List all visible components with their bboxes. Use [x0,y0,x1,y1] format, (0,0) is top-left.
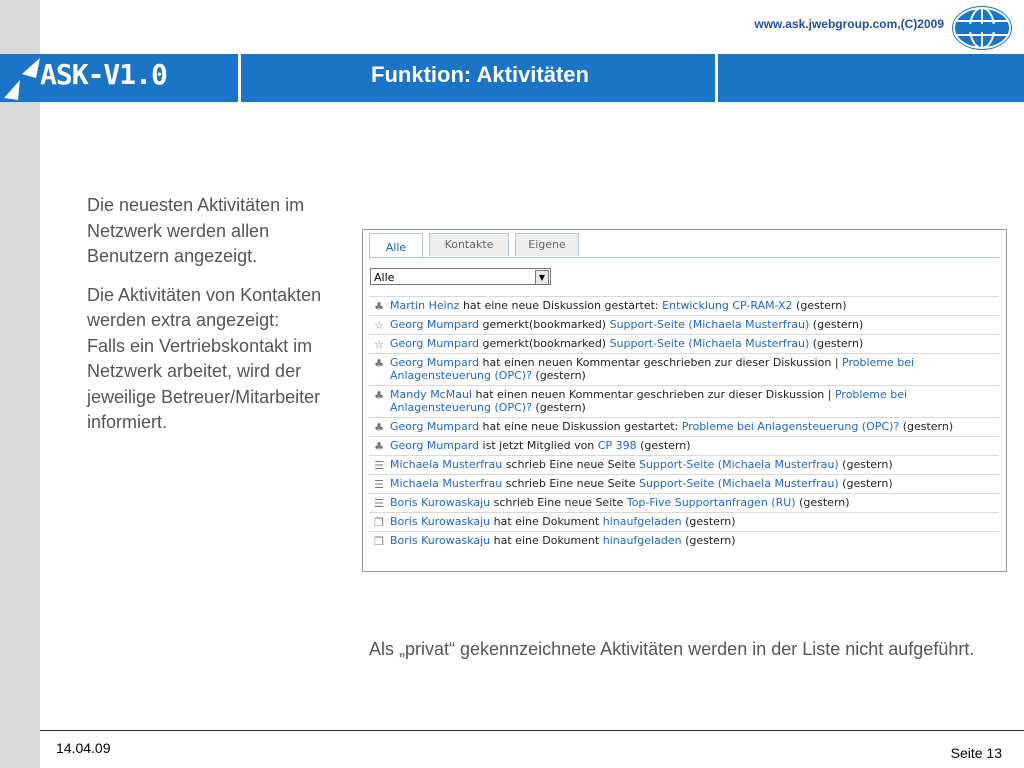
chevron-down-icon[interactable]: ▼ [535,270,549,285]
activity-target-link[interactable]: Support-Seite (Michaela Musterfrau) [609,318,810,331]
activity-action: schrieb Eine neue Seite [505,458,636,471]
left-sidebar-strip [0,0,40,768]
activity-action: hat einen neuen Kommentar geschrieben zur dieser Diskussion | [475,388,832,401]
activity-time: (gestern) [685,515,736,528]
globe-logo-icon [950,4,1014,52]
activity-user-link[interactable]: Boris Kurowaskaju [390,534,491,547]
activity-action: hat eine neue Diskussion gestartet: [482,420,679,433]
activity-user-link[interactable]: Georg Mumpard [390,439,480,452]
bookmark-icon: ☆ [374,338,384,351]
activity-item [369,512,999,531]
activity-user-link[interactable]: Boris Kurowaskaju [390,496,491,509]
activity-action: hat eine Dokument [493,534,600,547]
description-paragraph: Die Aktivitäten von Kontakten werden extra angezeigt: [87,284,322,330]
activity-item [369,315,999,334]
description-paragraph: Die neuesten Aktivitäten im Netzwerk werden allen Benutzern angezeigt. [87,195,305,266]
activity-item [369,531,999,550]
activity-item [369,493,999,512]
tab-eigene[interactable]: Eigene [515,233,579,256]
activity-item [369,474,999,493]
activity-time: (gestern) [842,458,893,471]
activity-time: (gestern) [640,439,691,452]
activity-item [369,417,999,436]
group-icon: ♣ [374,440,384,453]
activity-action: schrieb Eine neue Seite [505,477,636,490]
header-separator [238,54,241,102]
activity-item [369,436,999,455]
filter-select[interactable] [370,268,551,285]
activity-user-link[interactable]: Georg Mumpard [390,318,480,331]
activity-item [369,353,999,385]
description-text [87,193,337,449]
activity-target-link[interactable]: CP 398 [597,439,637,452]
tab-divider [369,257,999,258]
activity-target-link[interactable]: hinaufgeladen [602,534,682,547]
description-paragraph: Falls ein Vertriebskontakt im Netzwerk arbeitet, wird der jeweilige Betreuer/Mitarbeiter informiert. [87,335,321,432]
activity-target-link[interactable]: Top-Five Supportanfragen (RU) [626,496,796,509]
filter-select-value: Alle [374,271,395,284]
activity-action: gemerkt(bookmarked) [482,337,607,350]
activity-action: hat eine Dokument [493,515,600,528]
brand-title: ASK-V1.0 [40,58,167,91]
group-icon: ♣ [374,389,384,402]
activity-user-link[interactable]: Michaela Musterfrau [390,458,503,471]
document-icon: ❐ [374,516,384,529]
activity-user-link[interactable]: Martin Heinz [390,299,460,312]
activity-time: (gestern) [812,318,864,331]
bookmark-icon: ☆ [374,319,384,332]
activity-target-link[interactable]: Probleme bei Anlagensteuerung (OPC)? [390,388,908,414]
slide-title: Funktion: Aktivitäten [371,62,589,87]
privacy-note: Als „privat“ gekennzeichnete Aktivitäten werden in der Liste nicht aufgeführt. [369,639,975,659]
activity-user-link[interactable]: Georg Mumpard [390,356,480,369]
footer-divider [40,730,1024,731]
activity-time: (gestern) [535,369,586,382]
group-icon: ♣ [374,421,384,434]
activity-target-link[interactable]: Probleme bei Anlagensteuerung (OPC)? [390,356,915,382]
activity-user-link[interactable]: Michaela Musterfrau [390,477,503,490]
page-icon: ☰ [374,459,384,472]
page-icon: ☰ [374,497,384,510]
activity-time: (gestern) [799,496,850,509]
activity-item [369,385,999,417]
activity-action: ist jetzt Mitglied von [482,439,595,452]
activity-time: (gestern) [685,534,736,547]
activity-target-link[interactable]: Entwicklung CP-RAM-X2 [662,299,793,312]
brand-logo-icon [0,48,44,106]
tab-kontakte[interactable]: Kontakte [429,233,509,256]
activity-feed [369,296,999,550]
activity-action: hat eine neue Diskussion gestartet: [462,299,659,312]
page-number [951,745,1002,761]
activity-user-link[interactable]: Mandy McMaul [390,388,472,401]
activity-time: (gestern) [535,401,586,414]
tab-alle[interactable]: Alle [369,233,423,259]
copyright-url: www.ask.jwebgroup.com,(C)2009 [754,17,944,31]
activity-target-link[interactable]: Support-Seite (Michaela Musterfrau) [609,337,810,350]
activity-time: (gestern) [842,477,893,490]
activity-target-link[interactable]: Support-Seite (Michaela Musterfrau) [638,477,839,490]
activity-target-link[interactable]: Probleme bei Anlagensteuerung (OPC)? [681,420,900,433]
activity-target-link[interactable]: Support-Seite (Michaela Musterfrau) [638,458,839,471]
page-number-value: 13 [986,745,1002,761]
activity-target-link[interactable]: hinaufgeladen [602,515,682,528]
activity-time: (gestern) [902,420,954,433]
footer-date: 14.04.09 [56,740,111,756]
document-icon: ❐ [374,535,384,548]
page-label: Seite [950,745,983,761]
activity-item [369,334,999,353]
page-icon: ☰ [374,478,384,491]
activity-item [369,296,999,315]
group-icon: ♣ [374,300,384,313]
activity-user-link[interactable]: Georg Mumpard [390,420,480,433]
activity-action: schrieb Eine neue Seite [493,496,624,509]
activity-item [369,455,999,474]
activity-action: gemerkt(bookmarked) [482,318,607,331]
activity-user-link[interactable]: Boris Kurowaskaju [390,515,491,528]
activity-panel [362,229,1007,572]
activity-user-link[interactable]: Georg Mumpard [390,337,480,350]
activity-time: (gestern) [812,337,864,350]
group-icon: ♣ [374,357,384,370]
activity-time: (gestern) [796,299,847,312]
activity-action: hat einen neuen Kommentar geschrieben zur dieser Diskussion | [482,356,839,369]
